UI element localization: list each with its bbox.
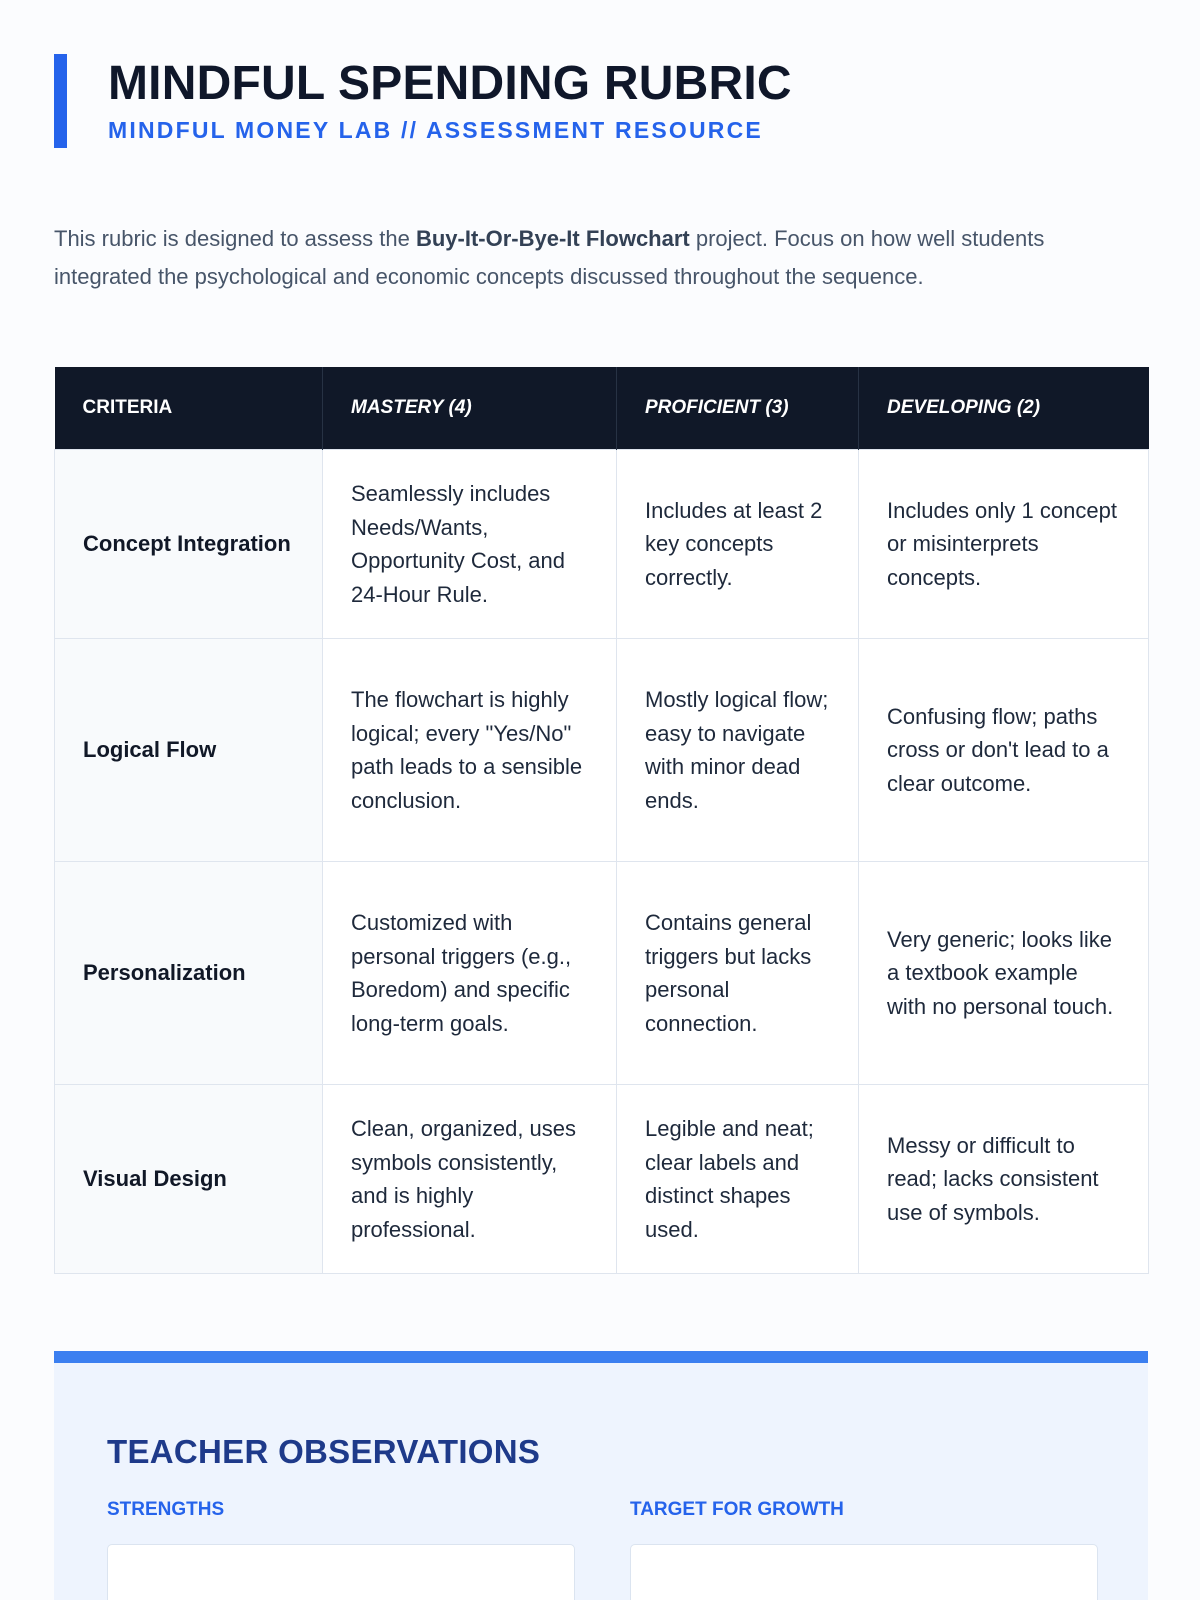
rubric-header-row [55,367,1149,450]
project-name: Buy-It-Or-Bye-It Flowchart [415,226,690,251]
page-subtitle: MINDFUL MONEY LAB // ASSESSMENT RESOURCE [108,117,763,143]
header-mastery: MASTERY (4) [323,367,617,450]
strengths-label: STRENGTHS [107,1499,225,1520]
header-criteria: CRITERIA [55,367,323,450]
page-title: MINDFUL SPENDING RUBRIC [108,57,792,110]
header-accent-bar [54,54,67,148]
proficient-cell: Mostly logical flow; easy to navigate with minor dead ends. [617,639,859,862]
strengths-input[interactable] [107,1544,575,1600]
table-row [55,1085,1149,1274]
header-developing: DEVELOPING (2) [859,367,1149,450]
developing-cell: Messy or difficult to read; lacks consistent use of symbols. [859,1085,1149,1274]
criteria-cell: Logical Flow [55,639,323,862]
intro-text-end: project. Focus on how well students integrated the psychological and economic concepts discussed throughout the sequence. [54,226,1045,289]
mastery-cell: Clean, organized, uses symbols consistently, and is highly professional. [323,1085,617,1274]
proficient-cell: Includes at least 2 key concepts correctly. [617,450,859,639]
table-row [55,862,1149,1085]
developing-cell: Confusing flow; paths cross or don't lead to a clear outcome. [859,639,1149,862]
intro-text-start: This rubric is designed to assess the [54,226,416,251]
header-proficient: PROFICIENT (3) [617,367,859,450]
growth-input[interactable] [630,1544,1098,1600]
page-header [54,54,954,148]
table-row [55,639,1149,862]
developing-cell: Very generic; looks like a textbook example with no personal touch. [859,862,1149,1085]
observations-title: TEACHER OBSERVATIONS [107,1433,541,1470]
proficient-cell: Legible and neat; clear labels and distinct shapes used. [617,1085,859,1274]
growth-label: TARGET FOR GROWTH [630,1499,844,1520]
mastery-cell: The flowchart is highly logical; every "Yes/No" path leads to a sensible conclusion. [323,639,617,862]
rubric-table [54,367,1149,1274]
teacher-observations-panel [54,1351,1148,1600]
developing-cell: Includes only 1 concept or misinterprets concepts. [859,450,1149,639]
table-row [55,450,1149,639]
intro-paragraph [54,220,1144,296]
mastery-cell: Seamlessly includes Needs/Wants, Opportunity Cost, and 24-Hour Rule. [323,450,617,639]
criteria-cell: Concept Integration [55,450,323,639]
criteria-cell: Visual Design [55,1085,323,1274]
criteria-cell: Personalization [55,862,323,1085]
mastery-cell: Customized with personal triggers (e.g., Boredom) and specific long-term goals. [323,862,617,1085]
proficient-cell: Contains general triggers but lacks personal connection. [617,862,859,1085]
